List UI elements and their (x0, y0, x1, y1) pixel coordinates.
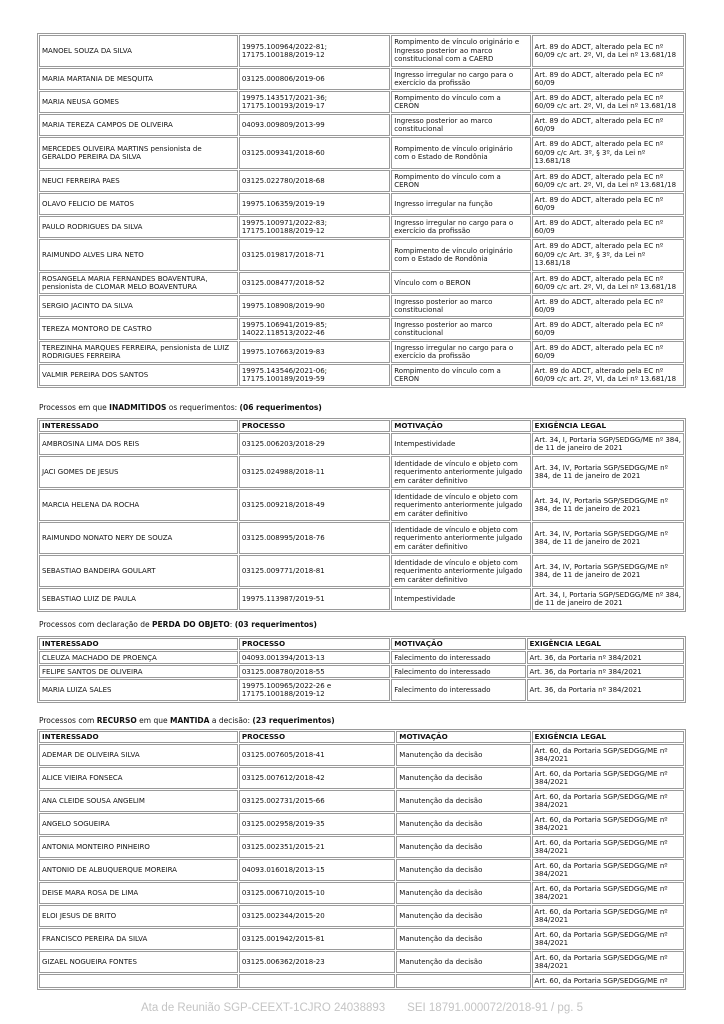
cell-processo: 03125.002731/2015-66 (239, 790, 395, 812)
cell-exigencia: Art. 60, da Portaria SGP/SEDGG/ME nº 384/2021 (532, 905, 684, 927)
footer-sei-page: SEI 18791.000072/2018-91 / pg. 5 (407, 1002, 584, 1014)
table-header-row (39, 420, 684, 432)
table-row (39, 68, 684, 90)
cell-motivacao: Rompimento do vínculo com a CERON (391, 91, 530, 113)
table-row (39, 318, 684, 340)
cell-processo: 03125.009771/2018-81 (239, 555, 390, 587)
cell-motivacao: Identidade de vínculo e objeto com requerimento anteriormente julgado em caráter definitivo (391, 489, 530, 521)
column-header: PROCESSO (239, 731, 395, 743)
cell-processo: 03125.024988/2018-11 (239, 456, 390, 488)
cell-exigencia: Art. 60, da Portaria SGP/SEDGG/ME nº 384/2021 (532, 859, 684, 881)
cell-exigencia: Art. 60, da Portaria SGP/SEDGG/ME nº 384/2021 (532, 951, 684, 973)
cell-processo: 03125.009341/2018-60 (239, 137, 390, 169)
section-heading-inadmitidos: Processos em que INADMITIDOS os requerimentos: (06 requerimentos) (39, 403, 322, 412)
cell-exigencia: Art. 34, IV, Portaria SGP/SEDGG/ME nº 384, de 11 de janeiro de 2021 (532, 555, 684, 587)
cell-exigencia: Art. 60, da Portaria SGP/SEDGG/ME nº 384/2021 (532, 836, 684, 858)
table-row (39, 170, 684, 192)
cell-interessado: MARIA LUIZA SALES (39, 679, 238, 701)
column-header: PROCESSO (239, 638, 390, 650)
cell-processo: 19975.108908/2019-90 (239, 295, 390, 317)
cell-interessado: TEREZA MONTORO DE CASTRO (39, 318, 238, 340)
cell-motivacao: Manutenção da decisão (396, 813, 530, 835)
cell-interessado: NEUCI FERREIRA PAES (39, 170, 238, 192)
cell-processo: 19975.113987/2019-51 (239, 588, 390, 610)
column-header: INTERESSADO (39, 420, 238, 432)
cell-motivacao: Manutenção da decisão (396, 928, 530, 950)
table-row (39, 216, 684, 238)
section-heading-perda-do-objeto: Processos com declaração de PERDA DO OBJETO: (03 requerimentos) (39, 620, 317, 629)
cell-interessado: FELIPE SANTOS DE OLIVEIRA (39, 665, 238, 678)
cell-interessado: ROSANGELA MARIA FERNANDES BOAVENTURA, pensionista de CLOMAR MELO BOAVENTURA (39, 272, 238, 294)
cell-interessado: MANOEL SOUZA DA SILVA (39, 35, 238, 67)
cell-interessado: RAIMUNDO NONATO NERY DE SOUZA (39, 522, 238, 554)
cell-motivacao: Falecimento do interessado (391, 651, 525, 664)
cell-exigencia: Art. 89 do ADCT, alterado pela EC nº 60/09 (532, 341, 684, 363)
cell-processo: 03125.008477/2018-52 (239, 272, 390, 294)
cell-exigencia: Art. 36, da Portaria nº 384/2021 (527, 651, 685, 664)
cell-exigencia: Art. 89 do ADCT, alterado pela EC nº 60/09 c/c art. 2º, VI, da Lei nº 13.681/18 (532, 170, 684, 192)
cell-motivacao: Manutenção da decisão (396, 767, 530, 789)
table-header-row (39, 731, 684, 743)
table-row (39, 859, 684, 881)
table-inadmitidos (37, 418, 686, 612)
table-row (39, 193, 684, 215)
cell-processo: 03125.008780/2018-55 (239, 665, 390, 678)
cell-processo: 19975.100964/2022-81; 17175.100188/2019-12 (239, 35, 390, 67)
cell-motivacao: Ingresso posterior ao marco constitucional (391, 318, 530, 340)
cell-processo: 03125.007605/2018-41 (239, 744, 395, 766)
table-row (39, 114, 684, 136)
cell-processo: 03125.008995/2018-76 (239, 522, 390, 554)
cell-processo: 03125.001942/2015-81 (239, 928, 395, 950)
cell-exigencia: Art. 89 do ADCT, alterado pela EC nº 60/09 (532, 114, 684, 136)
cell-processo: 03125.000806/2019-06 (239, 68, 390, 90)
cell-motivacao: Falecimento do interessado (391, 679, 525, 701)
table-row (39, 974, 684, 988)
table-row (39, 744, 684, 766)
cell-interessado: ELOI JESUS DE BRITO (39, 905, 238, 927)
cell-processo: 04093.001394/2013-13 (239, 651, 390, 664)
cell-motivacao: Intempestividade (391, 588, 530, 610)
cell-exigencia: Art. 34, IV, Portaria SGP/SEDGG/ME nº 384, de 11 de janeiro de 2021 (532, 522, 684, 554)
cell-interessado: CLEUZA MACHADO DE PROENÇA (39, 651, 238, 664)
cell-interessado: MARIA NEUSA GOMES (39, 91, 238, 113)
table-perda-do-objeto (37, 636, 686, 703)
table-header-row (39, 638, 684, 650)
table-row (39, 813, 684, 835)
cell-motivacao: Rompimento de vínculo originário com o Estado de Rondônia (391, 137, 530, 169)
column-header: EXIGÊNCIA LEGAL (527, 638, 685, 650)
cell-motivacao: Manutenção da decisão (396, 951, 530, 973)
cell-interessado: TEREZINHA MARQUES FERREIRA, pensionista de LUIZ RODRIGUES FERREIRA (39, 341, 238, 363)
column-header: EXIGÊNCIA LEGAL (532, 731, 684, 743)
cell-motivacao: Manutenção da decisão (396, 859, 530, 881)
cell-processo: 19975.106359/2019-19 (239, 193, 390, 215)
cell-exigencia: Art. 60, da Portaria SGP/SEDGG/ME nº 384/2021 (532, 882, 684, 904)
table-row (39, 522, 684, 554)
cell-processo: 03125.002344/2015-20 (239, 905, 395, 927)
column-header: MOTIVAÇÃO (391, 638, 525, 650)
cell-interessado: GIZAEL NOGUEIRA FONTES (39, 951, 238, 973)
cell-motivacao: Manutenção da decisão (396, 836, 530, 858)
cell-interessado: ANGELO SOGUEIRA (39, 813, 238, 835)
cell-processo: 19975.100971/2022-83; 17175.100188/2019-12 (239, 216, 390, 238)
cell-exigencia: Art. 89 do ADCT, alterado pela EC nº 60/09 c/c art. 2º, VI, da Lei nº 13.681/18 (532, 91, 684, 113)
cell-interessado: ANTONIA MONTEIRO PINHEIRO (39, 836, 238, 858)
cell-motivacao: Vínculo com o BERON (391, 272, 530, 294)
cell-motivacao: Falecimento do interessado (391, 665, 525, 678)
table-row (39, 35, 684, 67)
cell-processo: 19975.106941/2019-85; 14022.118513/2022-46 (239, 318, 390, 340)
table-row (39, 767, 684, 789)
cell-exigencia: Art. 89 do ADCT, alterado pela EC nº 60/09 (532, 295, 684, 317)
table-row (39, 790, 684, 812)
cell-exigencia: Art. 34, I, Portaria SGP/SEDGG/ME nº 384, de 11 de janeiro de 2021 (532, 433, 684, 455)
table-row (39, 341, 684, 363)
table-row (39, 882, 684, 904)
cell-processo: 04093.016018/2013-15 (239, 859, 395, 881)
cell-interessado: ANTONIO DE ALBUQUERQUE MOREIRA (39, 859, 238, 881)
cell-motivacao: Rompimento de vínculo originário com o Estado de Rondônia (391, 239, 530, 271)
table-row (39, 272, 684, 294)
cell-motivacao: Ingresso posterior ao marco constitucional (391, 295, 530, 317)
cell-processo: 19975.143546/2021-06; 17175.100189/2019-59 (239, 364, 390, 386)
section-heading-recurso-mantida: Processos com RECURSO em que MANTIDA a decisão: (23 requerimentos) (39, 716, 335, 725)
cell-exigencia: Art. 89 do ADCT, alterado pela EC nº 60/09 (532, 216, 684, 238)
column-header: INTERESSADO (39, 731, 238, 743)
cell-motivacao: Intempestividade (391, 433, 530, 455)
cell-processo: 04093.009809/2013-99 (239, 114, 390, 136)
cell-exigencia: Art. 36, da Portaria nº 384/2021 (527, 679, 685, 701)
table-row (39, 91, 684, 113)
cell-interessado: OLAVO FELICIO DE MATOS (39, 193, 238, 215)
cell-motivacao: Manutenção da decisão (396, 790, 530, 812)
table-row (39, 555, 684, 587)
column-header: MOTIVAÇÃO (391, 420, 530, 432)
cell-exigencia: Art. 36, da Portaria nº 384/2021 (527, 665, 685, 678)
table-row (39, 665, 684, 678)
cell-exigencia: Art. 60, da Portaria SGP/SEDGG/ME nº (532, 974, 684, 988)
page-footer (0, 1002, 724, 1014)
cell-exigencia: Art. 89 do ADCT, alterado pela EC nº 60/09 (532, 68, 684, 90)
table-row (39, 588, 684, 610)
table-row (39, 433, 684, 455)
cell-interessado: ALICE VIEIRA FONSECA (39, 767, 238, 789)
cell-motivacao: Ingresso irregular no cargo para o exercício da profissão (391, 68, 530, 90)
table-row (39, 295, 684, 317)
cell-motivacao: Manutenção da decisão (396, 905, 530, 927)
cell-motivacao: Rompimento de vínculo originário e Ingresso posterior ao marco constitucional com a CAERD (391, 35, 530, 67)
table-deferidos-continuation (37, 33, 686, 388)
cell-exigencia: Art. 89 do ADCT, alterado pela EC nº 60/09 c/c art. 2º, VI, da Lei nº 13.681/18 (532, 364, 684, 386)
cell-exigencia: Art. 60, da Portaria SGP/SEDGG/ME nº 384/2021 (532, 813, 684, 835)
cell-processo: 19975.107663/2019-83 (239, 341, 390, 363)
cell-motivacao: Ingresso posterior ao marco constitucional (391, 114, 530, 136)
cell-processo: 19975.143517/2021-36; 17175.100193/2019-17 (239, 91, 390, 113)
cell-motivacao: Ingresso irregular no cargo para o exercício da profissão (391, 341, 530, 363)
table-row (39, 456, 684, 488)
column-header: PROCESSO (239, 420, 390, 432)
cell-exigencia: Art. 60, da Portaria SGP/SEDGG/ME nº 384/2021 (532, 790, 684, 812)
cell-motivacao: Identidade de vínculo e objeto com requerimento anteriormente julgado em caráter definitivo (391, 555, 530, 587)
cell-exigencia: Art. 60, da Portaria SGP/SEDGG/ME nº 384/2021 (532, 928, 684, 950)
cell-processo: 03125.009218/2018-49 (239, 489, 390, 521)
cell-interessado: AMBROSINA LIMA DOS REIS (39, 433, 238, 455)
cell-interessado: PAULO RODRIGUES DA SILVA (39, 216, 238, 238)
cell-exigencia: Art. 60, da Portaria SGP/SEDGG/ME nº 384/2021 (532, 744, 684, 766)
cell-interessado: FRANCISCO PEREIRA DA SILVA (39, 928, 238, 950)
cell-motivacao: Identidade de vínculo e objeto com requerimento anteriormente julgado em caráter definitivo (391, 456, 530, 488)
cell-exigencia: Art. 89 do ADCT, alterado pela EC nº 60/09 (532, 318, 684, 340)
cell-motivacao: Manutenção da decisão (396, 882, 530, 904)
cell-processo: 19975.100965/2022-26 e 17175.100188/2019-12 (239, 679, 390, 701)
cell-exigencia: Art. 60, da Portaria SGP/SEDGG/ME nº 384/2021 (532, 767, 684, 789)
cell-processo: 03125.022780/2018-68 (239, 170, 390, 192)
table-row (39, 364, 684, 386)
cell-motivacao: Rompimento do vínculo com a CERON (391, 364, 530, 386)
table-row (39, 651, 684, 664)
cell-interessado: ADEMAR DE OLIVEIRA SILVA (39, 744, 238, 766)
cell-interessado (39, 974, 238, 988)
cell-interessado: MARCIA HELENA DA ROCHA (39, 489, 238, 521)
cell-exigencia: Art. 89 do ADCT, alterado pela EC nº 60/09 c/c Art. 3º, § 3º, da Lei nº 13.681/18 (532, 137, 684, 169)
cell-motivacao (396, 974, 530, 988)
footer-document-title: Ata de Reunião SGP-CEEXT-1CJRO 24038893 (140, 1002, 386, 1014)
column-header: INTERESSADO (39, 638, 238, 650)
cell-motivacao: Identidade de vínculo e objeto com requerimento anteriormente julgado em caráter definitivo (391, 522, 530, 554)
cell-interessado: JACI GOMES DE JESUS (39, 456, 238, 488)
table-row (39, 836, 684, 858)
cell-interessado: ANA CLEIDE SOUSA ANGELIM (39, 790, 238, 812)
cell-interessado: SEBASTIAO BANDEIRA GOULART (39, 555, 238, 587)
cell-interessado: SEBASTIAO LUIZ DE PAULA (39, 588, 238, 610)
cell-processo: 03125.006203/2018-29 (239, 433, 390, 455)
cell-exigencia: Art. 89 do ADCT, alterado pela EC nº 60/09 c/c art. 2º, VI, da Lei nº 13.681/18 (532, 272, 684, 294)
cell-processo: 03125.002351/2015-21 (239, 836, 395, 858)
cell-processo: 03125.006362/2018-23 (239, 951, 395, 973)
cell-processo: 03125.019817/2018-71 (239, 239, 390, 271)
table-row (39, 137, 684, 169)
column-header: EXIGÊNCIA LEGAL (532, 420, 684, 432)
cell-motivacao: Manutenção da decisão (396, 744, 530, 766)
cell-interessado: DEISE MARA ROSA DE LIMA (39, 882, 238, 904)
table-recurso-mantida (37, 729, 686, 990)
cell-processo: 03125.002958/2019-35 (239, 813, 395, 835)
column-header: MOTIVAÇÃO (396, 731, 530, 743)
cell-motivacao: Ingresso irregular na função (391, 193, 530, 215)
cell-exigencia: Art. 89 do ADCT, alterado pela EC nº 60/09 (532, 193, 684, 215)
cell-interessado: SERGIO JACINTO DA SILVA (39, 295, 238, 317)
table-row (39, 928, 684, 950)
cell-processo (239, 974, 395, 988)
cell-interessado: RAIMUNDO ALVES LIRA NETO (39, 239, 238, 271)
table-row (39, 905, 684, 927)
table-row (39, 239, 684, 271)
cell-interessado: MARIA TEREZA CAMPOS DE OLIVEIRA (39, 114, 238, 136)
table-row (39, 489, 684, 521)
cell-exigencia: Art. 89 do ADCT, alterado pela EC nº 60/09 c/c Art. 3º, § 3º, da Lei nº 13.681/18 (532, 239, 684, 271)
cell-exigencia: Art. 34, I, Portaria SGP/SEDGG/ME nº 384, de 11 de janeiro de 2021 (532, 588, 684, 610)
cell-exigencia: Art. 89 do ADCT, alterado pela EC nº 60/09 c/c art. 2º, VI, da Lei nº 13.681/18 (532, 35, 684, 67)
cell-interessado: MARIA MARTANIA DE MESQUITA (39, 68, 238, 90)
cell-processo: 03125.007612/2018-42 (239, 767, 395, 789)
cell-exigencia: Art. 34, IV, Portaria SGP/SEDGG/ME nº 384, de 11 de janeiro de 2021 (532, 456, 684, 488)
cell-interessado: VALMIR PEREIRA DOS SANTOS (39, 364, 238, 386)
cell-exigencia: Art. 34, IV, Portaria SGP/SEDGG/ME nº 384, de 11 de janeiro de 2021 (532, 489, 684, 521)
cell-motivacao: Rompimento do vínculo com a CERON (391, 170, 530, 192)
cell-motivacao: Ingresso irregular no cargo para o exercício da profissão (391, 216, 530, 238)
table-row (39, 951, 684, 973)
cell-processo: 03125.006710/2015-10 (239, 882, 395, 904)
cell-interessado: MERCEDES OLIVEIRA MARTINS pensionista de GERALDO PEREIRA DA SILVA (39, 137, 238, 169)
table-row (39, 679, 684, 701)
